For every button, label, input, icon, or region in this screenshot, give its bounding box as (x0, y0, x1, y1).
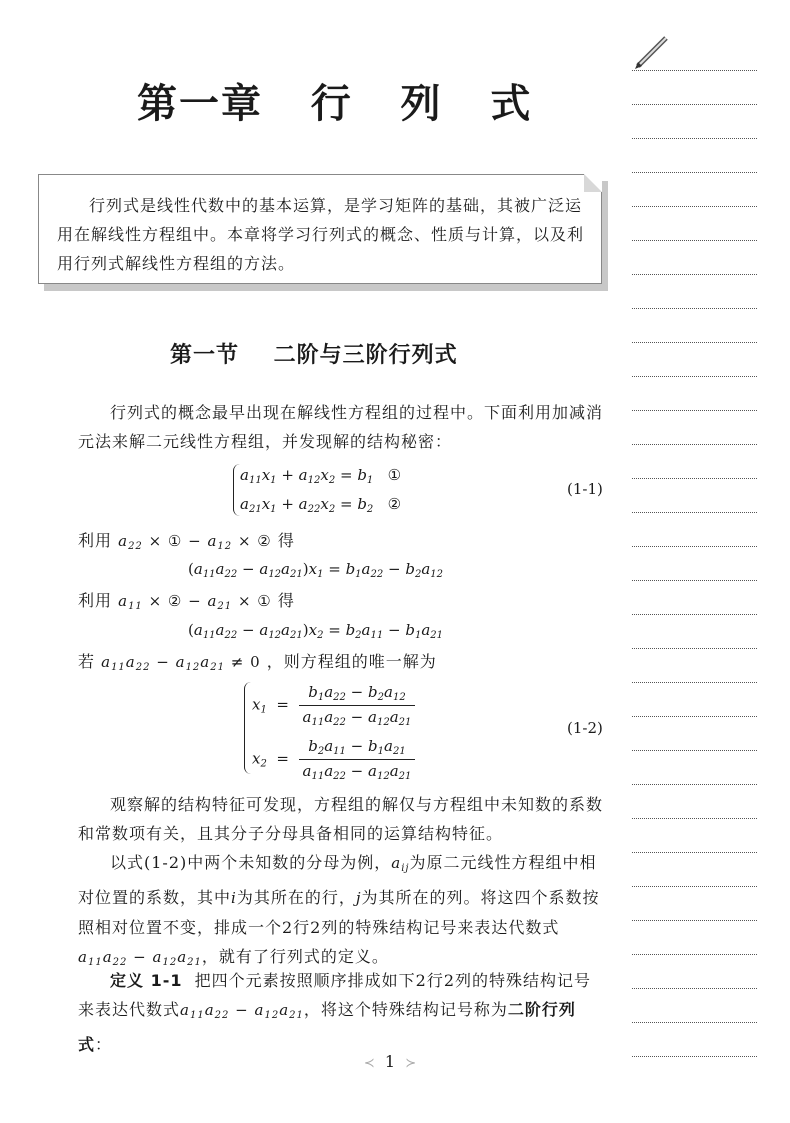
equation-line-2: $a_{21}x_1 + a_{22}x_2 = b_2$ ② (240, 495, 402, 515)
condition-prefix: 若 (78, 652, 96, 671)
equation-label-1-2: (1-2) (567, 719, 603, 737)
note-line (632, 342, 757, 343)
paragraph-3-c: 为其所在的行， (236, 888, 356, 907)
note-line (632, 376, 757, 377)
step-2: 利用 $a_{11}$ × ② − $a_{21}$ × ① 得 (78, 591, 295, 612)
paragraph-3-a: 以式(1-2)中两个未知数的分母为例， (110, 853, 392, 872)
definition-text-b: ，将这个特殊结构记号称为 (303, 1000, 508, 1019)
note-line (632, 410, 757, 411)
note-line (632, 478, 757, 479)
page-footer (330, 1052, 450, 1071)
paragraph-3-e: ，就有了行列式的定义。 (201, 947, 389, 966)
step-1: 利用 $a_{22}$ × ① − $a_{12}$ × ② 得 (78, 531, 295, 552)
chapter-title: 第一章 行 列 式 (137, 81, 533, 127)
brace-left-2 (244, 682, 251, 774)
footer-right-arrow-icon: ≻ (405, 1056, 417, 1071)
section-title: 第一节 二阶与三阶行列式 (170, 343, 458, 368)
footer-left-arrow-icon: ≺ (363, 1056, 375, 1071)
intro-text: 行列式是线性代数中的基本运算，是学习矩阵的基础，其被广泛运用在解线性方程组中。本章将学习行列式的概念、性质与计算，以及利用行列式解线性方程组的方法。 (57, 196, 585, 273)
derived-equation-1: $(a_{11}a_{22} - a_{12}a_{21})x_1 = b_1a_{22} - b_2a_{12}$ (188, 560, 444, 580)
note-line (632, 172, 757, 173)
definition-end: ： (95, 1035, 113, 1054)
definition: 定义 1-1 把四个元素按照顺序排成如下2行2列的特殊结构记号来表达代数式$a_{11}a_{22} - a_{12}a_{21}$，将这个特殊结构记号称为二阶行列式： (78, 971, 592, 1054)
solution-x2: $x_2$ = $\frac{b_2a_{11} - b_1a_{21}}{a_{11}a_{22} - a_{12}a_{21}}$ (252, 737, 415, 782)
paragraph-3: 以式(1-2)中两个未知数的分母为例，$a_{ij}$为原二元线性方程组中相对位置的系数，其中i为其所在的行，j为其所在的列。将这四个系数按照相对位置不变，排成一个2行2列的特殊结构记号来表达代数式 $a_{11}a_{22} - a_{12}a_{21}$，就有了行列式的定义。 (78, 853, 600, 968)
note-line (632, 648, 757, 649)
pen-icon (632, 32, 672, 72)
note-line (632, 614, 757, 615)
definition-label: 定义 1-1 (110, 971, 183, 990)
step-2-prefix: 利用 (78, 591, 113, 610)
note-line (632, 274, 757, 275)
note-line (632, 546, 757, 547)
paragraph-1: 行列式的概念最早出现在解线性方程组的过程中。下面利用加减消元法来解二元线性方程组，并发现解的结构秘密： (78, 403, 604, 451)
paragraph-3-b: 为原二元线性方程组中相对位置的系数，其中 (78, 853, 597, 907)
condition-line: 若 $a_{11}a_{22} - a_{12}a_{21} \ne 0$ ，则方程组的唯一解为 (78, 652, 437, 673)
page-fold-corner (584, 174, 602, 192)
solution-x1: $x_1$ = $\frac{b_1a_{22} - b_2a_{12}}{a_{11}a_{22} - a_{12}a_{21}}$ (252, 683, 415, 728)
notes-margin (632, 0, 762, 1123)
note-line (632, 886, 757, 887)
note-line (632, 580, 757, 581)
note-line (632, 138, 757, 139)
page-number: 1 (384, 1052, 396, 1071)
equation-label-1-1: (1-1) (567, 480, 603, 498)
step-1-suffix: 得 (277, 531, 295, 550)
note-line (632, 784, 757, 785)
note-line (632, 852, 757, 853)
note-line (632, 750, 757, 751)
definition-text-a: 把四个元素按照顺序排成如下2行2列的特殊结构记号来表达代数式 (78, 971, 592, 1019)
note-line (632, 308, 757, 309)
brace-left (233, 464, 240, 516)
note-line (632, 716, 757, 717)
note-line (632, 920, 757, 921)
paragraph-2: 观察解的结构特征可发现，方程组的解仅与方程组中未知数的系数和常数项有关，且其分子分母具备相同的运算结构特征。 (78, 795, 604, 843)
note-line (632, 104, 757, 105)
note-line (632, 240, 757, 241)
condition-suffix: ，则方程组的唯一解为 (266, 652, 437, 671)
note-line (632, 512, 757, 513)
equation-line-1: $a_{11}x_1 + a_{12}x_2 = b_1$ ① (240, 466, 402, 486)
note-line (632, 444, 757, 445)
definition-term: 二阶行列式 (78, 1000, 576, 1054)
intro-box (38, 174, 602, 284)
step-2-suffix: 得 (277, 591, 295, 610)
note-line (632, 1022, 757, 1023)
note-line (632, 954, 757, 955)
step-1-prefix: 利用 (78, 531, 113, 550)
note-line (632, 682, 757, 683)
note-line (632, 1056, 757, 1057)
note-line (632, 988, 757, 989)
note-line (632, 206, 757, 207)
paragraph-3-d: 为其所在的列。将这四个系数按照相对位置不变，排成一个2行2列的特殊结构记号来表达代数式 (78, 888, 600, 937)
note-line (632, 818, 757, 819)
derived-equation-2: $(a_{11}a_{22} - a_{12}a_{21})x_2 = b_2a_{11} - b_1a_{21}$ (188, 621, 444, 641)
